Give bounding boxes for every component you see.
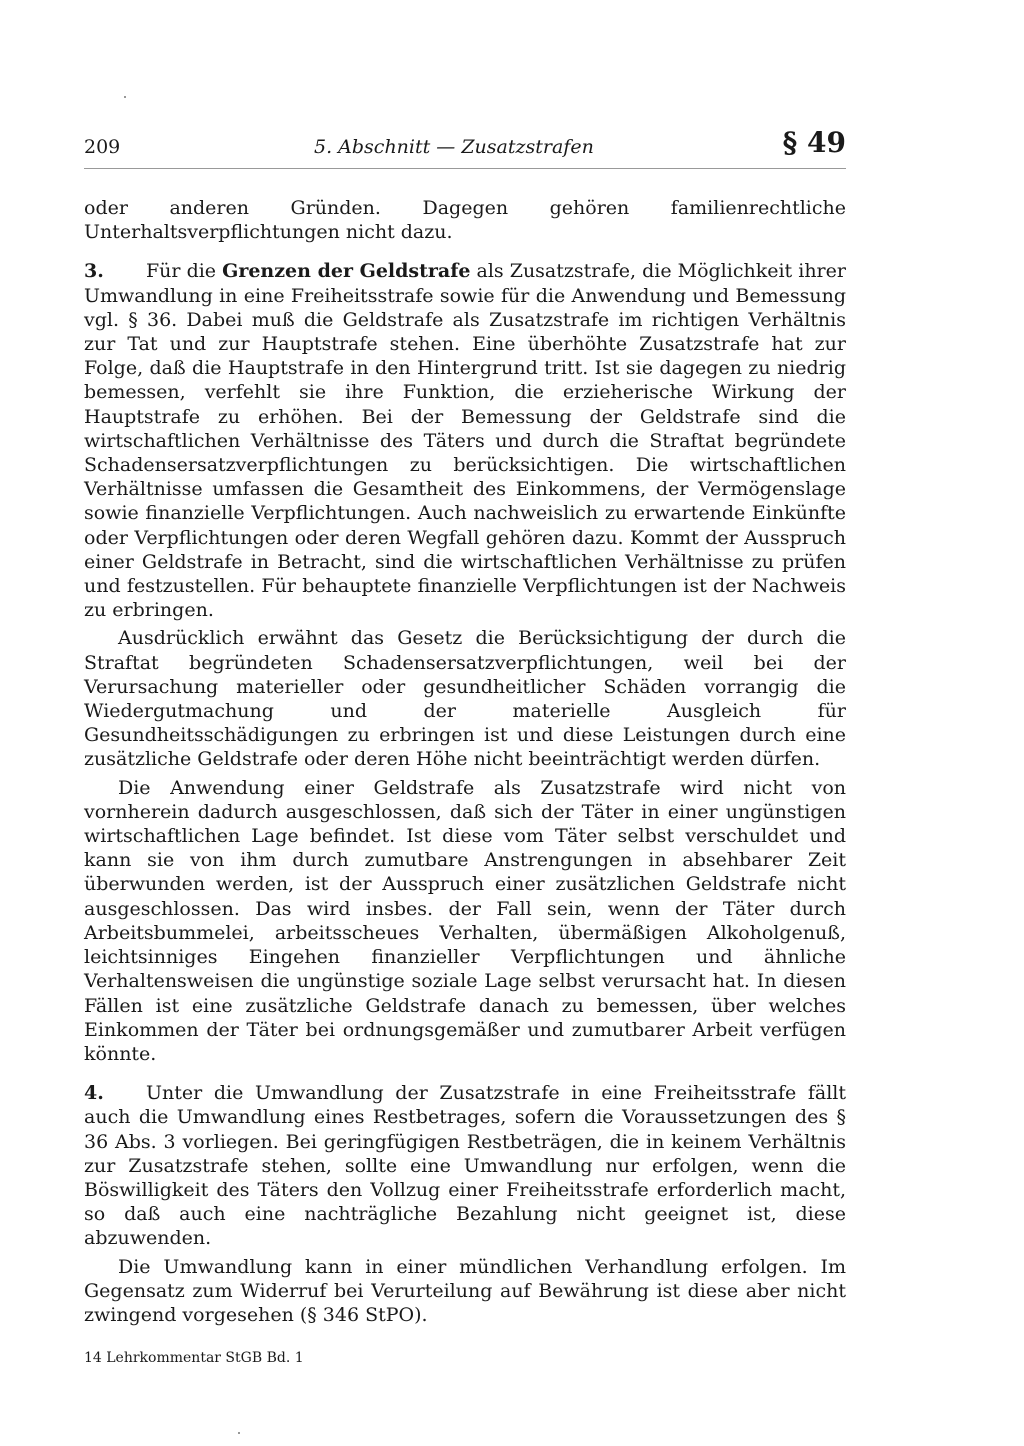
- section-3-paragraph-2: Ausdrücklich erwähnt das Gesetz die Berücksichtigung der durch die Straftat begründeten Schadensersatzverpflichtungen, weil bei der Verursachung materieller oder gesundheitlicher Schäden vorrangig die Wiedergutmachung und der materielle Ausgleich für Gesundheitsschädigungen zu erbringen ist und diese Leistungen durch eine zusätzliche Geldstrafe oder deren Höhe nicht beeinträchtigt werden dürfen.: [84, 627, 846, 771]
- paragraph-mark: § 49: [782, 126, 846, 159]
- section-4-text: Unter die Umwandlung der Zusatzstrafe in eine Freiheitsstrafe fällt auch die Umwandlung eines Restbetrages, sofern die Voraussetzungen des § 36 Abs. 3 vorliegen. Bei geringfügigen Restbeträgen, die in keinem Verhältnis zur Zusatzstrafe stehen, sollte eine Umwandlung nur erfolgen, wenn die Böswilligkeit des Täters den Vollzug einer Freiheitsstrafe erforderlich macht, so daß auch eine nachträgliche Bezahlung nicht geeignet ist, diese abzuwenden.: [84, 1082, 846, 1250]
- section-3-bold-term: Grenzen der Geldstrafe: [222, 260, 471, 283]
- page-footer: 14 Lehrkommentar StGB Bd. 1: [84, 1350, 304, 1366]
- section-3: [84, 259, 846, 1066]
- section-4-paragraph-1: [84, 1081, 846, 1250]
- section-3-text: als Zusatzstrafe, die Möglichkeit ihrer Umwandlung in eine Freiheitsstrafe sowie für die Anwendung und Bemessung vgl. § 36. Dabei muß die Geldstrafe als Zusatzstrafe im richtigen Verhältnis zur Tat und zur Hauptstrafe stehen. Eine überhöhte Zusatzstrafe hat zur Folge, daß die Hauptstrafe in den Hintergrund tritt. Ist sie dagegen zu niedrig bemessen, verfehlt sie ihre Funktion, die erzieherische Wirkung der Hauptstrafe zu erhöhen. Bei der Bemessung der Geldstrafe sind die wirtschaftlichen Verhältnisse des Täters und durch die Straftat begründete Schadensersatzverpflichtungen zu berücksichtigen. Die wirtschaftlichen Verhältnisse umfassen die Gesamtheit des Einkommens, der Vermögenslage sowie finanzielle Verpflichtungen. Auch nachweislich zu erwartende Einkünfte oder Verpflichtungen oder deren Wegfall gehören dazu. Kommt der Ausspruch einer Geldstrafe in Betracht, sind die wirtschaftlichen Verhältnisse zu prüfen und festzustellen. Für behauptete finanzielle Verpflichtungen ist der Nachweis zu erbringen.: [84, 260, 846, 622]
- section-3-paragraph-3: Die Anwendung einer Geldstrafe als Zusatzstrafe wird nicht von vornherein dadurch ausgeschlossen, daß sich der Täter in einer ungünstigen wirtschaftlichen Lage befindet. Ist diese vom Täter selbst verschuldet und kann sie von ihm durch zumutbare Anstrengungen in absehbarer Zeit überwunden werden, ist der Ausspruch einer zusätzlichen Geldstrafe nicht ausgeschlossen. Das wird insbes. der Fall sein, wenn der Täter durch Arbeitsbummelei, arbeitsscheues Verhalten, übermäßigen Alkoholgenuß, leichtsinniges Eingehen finanzieller Verpflichtungen und ähnliche Verhaltensweisen die ungünstige soziale Lage selbst verursacht hat. In diesen Fällen ist eine zusätzliche Geldstrafe danach zu bemessen, über welches Einkommen der Täter bei ordnungsgemäßer und zumutbarer Arbeit verfügen könnte.: [84, 776, 846, 1065]
- header-rule: [84, 168, 846, 169]
- continuation-paragraph: oder anderen Gründen. Dagegen gehören familienrechtliche Unterhaltsverpflichtungen nicht dazu.: [84, 197, 846, 244]
- section-4: [84, 1081, 846, 1327]
- section-4-paragraph-2: Die Umwandlung kann in einer mündlichen Verhandlung erfolgen. Im Gegensatz zum Widerruf bei Verurteilung auf Bewährung ist diese aber nicht zwingend vorgesehen (§ 346 StPO).: [84, 1255, 846, 1326]
- section-3-number: 3.: [84, 260, 104, 283]
- page-header: [84, 126, 846, 162]
- section-4-number: 4.: [84, 1082, 104, 1105]
- scan-speck: [238, 1432, 240, 1434]
- scan-speck: [124, 96, 126, 98]
- section-title: 5. Abschnitt — Zusatzstrafen: [314, 136, 594, 158]
- section-3-intro: Für die: [146, 260, 217, 283]
- section-3-paragraph-1: [84, 259, 846, 622]
- page-number: 209: [84, 136, 121, 158]
- body-text: [84, 196, 846, 1327]
